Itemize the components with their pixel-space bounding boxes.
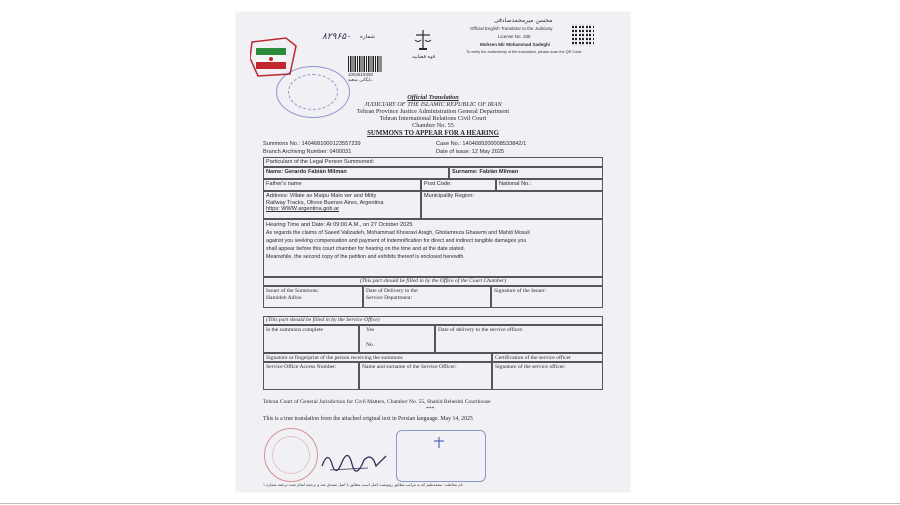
issuer-field xyxy=(263,286,363,308)
address-line-1: Address: Villate av Maipu Malo ver and Mitty xyxy=(266,193,377,199)
barcode-number: 1004619400 xyxy=(348,72,374,77)
option-yes[interactable]: Yes xyxy=(366,327,375,333)
delivery-officer-date-field: Date of delivery to the service officer: xyxy=(435,325,603,353)
province-department: Tehran Province Justice Administration General Department xyxy=(356,108,510,115)
name-field: Name: Gerardo Fabián Milman xyxy=(263,167,449,179)
body-line-1: As regards the claims of Saeed Valizadeh, Mohammad Khosravi Aragh, Gholamreza Ghasemi and Mahdi Mosuli xyxy=(266,230,530,236)
translator-signature xyxy=(320,446,390,476)
barcode xyxy=(348,56,382,72)
issuer-name: Hamideh Adloo xyxy=(266,294,302,301)
address-line-2: Railway Tracks, Olivos Buenos Aires, Argentina xyxy=(266,199,384,206)
judiciary-title: JUDICIARY OF THE ISLAMIC REPUBLIC OF IRAN xyxy=(364,101,502,108)
summons-number: Summons No.: 1404681000123557239 xyxy=(263,141,361,147)
document-title: SUMMONS TO APPEAR FOR A HEARING xyxy=(367,130,499,137)
archive-label: بایگانی شعبه xyxy=(348,78,372,83)
issuer-signature-field: Signature of the Issuer: xyxy=(491,286,603,308)
chamber-number: Chamber No. 55 xyxy=(412,122,454,129)
address-website: https: WWW.argentina.gob.ar xyxy=(266,206,340,213)
date-of-issue: Date of issue: 12 May 2025 xyxy=(436,149,505,155)
separator-stars: *** xyxy=(426,406,435,412)
qr-code[interactable] xyxy=(572,24,594,46)
service-section-band: (This part should be filled in by the Service Office) xyxy=(263,316,603,325)
delivery-date-label-2: Service Department: xyxy=(366,294,413,301)
hearing-time: Hearing Time and Date: At 09:00 A.M., on 27 October 2025 xyxy=(266,222,413,228)
official-translation-label: Official Translation xyxy=(407,94,459,101)
translator-title: Official English Translator to the Judiciary xyxy=(470,26,553,31)
number-label: شماره xyxy=(360,34,376,40)
certification-field: Certification of the service officer xyxy=(492,353,603,362)
municipality-field: Municipality Region: xyxy=(421,191,603,219)
court-footer-line: Tehran Court of General Jurisdiction for Civil Matters, Chamber No. 55, Shahid Beheshti Courthouse xyxy=(263,399,491,405)
officer-signature-field: Signature of the service officer: xyxy=(492,362,603,390)
post-code-field: Post Code: xyxy=(421,179,496,191)
translator-name: Mohsen Mir Mohammad Sadeghi xyxy=(480,42,551,47)
judiciary-emblem xyxy=(414,28,432,52)
case-number: Case No.: 1404689200008533842/1 xyxy=(436,141,527,147)
document-page xyxy=(236,12,630,492)
emblem-caption: قوه قضاییه xyxy=(412,54,436,60)
receiver-signature-field: Signature or fingerprint of the person receiving the summons xyxy=(263,353,492,362)
service-office-field: Service Office Access Number: xyxy=(263,362,359,390)
issuer-label: Issuer of the Summons: xyxy=(266,288,319,294)
fathers-name-field: Father's name xyxy=(263,179,421,191)
translator-name-fa: محسن میرمحمدصادقی xyxy=(494,17,553,24)
translator-license: License No. 338 xyxy=(498,34,531,39)
body-line-2: against you seeking compensation and payment of indemnification for direct and indirect tangible damages you xyxy=(266,238,527,244)
court-name: Tehran International Relations Civil Court xyxy=(379,115,487,122)
body-line-4: Meanwhile, the second copy of the petition and exhibits thereof is enclosed herewith. xyxy=(266,254,465,260)
page-baseline xyxy=(0,503,900,504)
body-line-3: shall appear before this court chamber for hearing on the time and at the date stated. xyxy=(266,246,466,252)
summons-complete-field: Is the summons complete xyxy=(263,325,359,353)
delivery-date-field xyxy=(363,286,491,308)
hearing-details xyxy=(263,219,603,277)
court-seal-emblem xyxy=(432,436,446,450)
branch-archiving-number: Branch Archiving Number: 0400031 xyxy=(263,149,352,155)
national-no-field: National No.: xyxy=(496,179,603,191)
document-number: ۸۲۹۶۵۰ xyxy=(322,32,352,42)
red-stamp-inner xyxy=(272,436,310,474)
office-section-band: (This part should be filled in by the Office of the Court Chamber) xyxy=(263,277,603,286)
translator-verify-note: To verify the authenticity of the translation, please scan the QR Code xyxy=(466,50,582,54)
bottom-persian-note: نام مخاطب: محمدعلیم که به مراتب مطابق رونوشت اصل است مطابق با اصل مصدق شد و ترجمه انجام شده ترجمه شماره ۱ xyxy=(263,482,463,487)
particulars-label: Particulars of the Legal Person Summoned: xyxy=(263,157,603,167)
complete-options-field xyxy=(359,325,435,353)
officer-name-field: Name and surname of the Service Officer: xyxy=(359,362,492,390)
delivery-date-label-1: Date of Delivery to the xyxy=(366,288,418,294)
translation-certification: This is a true translation from the attached original text in Persian language. May 14, 2025 xyxy=(263,416,473,422)
surname-field: Surname: Fabián Milman xyxy=(449,167,603,179)
address-field xyxy=(263,191,421,219)
option-no[interactable]: No. xyxy=(366,341,375,348)
